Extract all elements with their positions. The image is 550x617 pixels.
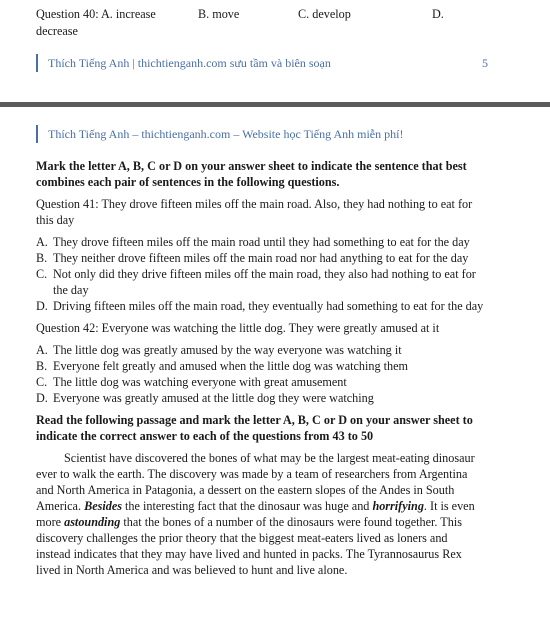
option-text: They drove fifteen miles off the main road until they had something to eat for the day <box>53 235 470 249</box>
option-letter: B. <box>36 359 48 373</box>
page-content <box>36 158 484 578</box>
option-letter: D. <box>36 391 48 405</box>
option-letter: D. <box>36 299 48 313</box>
q41-option-c <box>36 266 484 298</box>
option-text: Everyone felt greatly and amused when the little dog was watching them <box>53 359 409 373</box>
option-letter: A. <box>36 235 48 249</box>
option-letter: C. <box>36 375 48 389</box>
instruction-combine: Mark the letter A, B, C or D on your answer sheet to indicate the sentence that best combines each pair of sentences in the following questions. <box>36 159 467 189</box>
option-text: The little dog was greatly amused by the way everyone was watching it <box>53 343 402 357</box>
keyword-astounding: astounding <box>64 515 121 529</box>
q42-option-a <box>36 342 484 358</box>
q40-option-b: B. move <box>198 7 240 21</box>
option-text: Not only did they drive fifteen miles off the main road, they also had nothing to eat for the day <box>53 267 476 297</box>
q40-option-d: D. <box>432 7 444 21</box>
q41-option-d <box>36 298 484 314</box>
header-text: Thích Tiếng Anh – thichtienganh.com – Website học Tiếng Anh miễn phí! <box>48 127 404 141</box>
q42-option-d <box>36 390 484 406</box>
question-42-options <box>36 342 484 406</box>
page-number: 5 <box>482 56 488 70</box>
q42-option-b <box>36 358 484 374</box>
previous-page-bottom <box>0 0 550 92</box>
question-42-stem: Question 42: Everyone was watching the little dog. They were greatly amused at it <box>36 321 440 335</box>
q40-option-a: Question 40: A. increase <box>36 7 156 21</box>
reading-passage <box>36 450 484 578</box>
option-letter: A. <box>36 343 48 357</box>
passage-text-4: that the bones of a number of the dinosaurs were found together. This discovery challenges the prior theory that the biggest meat-eaters lived as loners and instead indicates that they may have lived and hunted in packs. The Tyrannosaurus Rex lived in North America and was believed to hunt and live alone. <box>36 515 462 577</box>
option-letter: B. <box>36 251 48 265</box>
passage-text-3: . It is even more <box>36 499 475 529</box>
question-41-options <box>36 234 484 314</box>
page-footer <box>36 54 488 72</box>
keyword-besides: Besides <box>84 499 122 513</box>
option-text: Driving fifteen miles off the main road, they eventually had something to eat for the day <box>53 299 484 313</box>
page-separator <box>0 102 550 107</box>
footer-text: Thích Tiếng Anh | thichtienganh.com sưu tầm và biên soạn <box>48 56 331 70</box>
keyword-horrifying: horrifying <box>372 499 424 513</box>
q42-option-c <box>36 374 484 390</box>
q40-option-c: C. develop <box>298 7 351 21</box>
option-text: They neither drove fifteen miles off the main road nor had anything to eat for the day <box>53 251 469 265</box>
option-text: Everyone was greatly amused at the little dog they were watching <box>53 391 374 405</box>
instruction-passage: Read the following passage and mark the letter A, B, C or D on your answer sheet to indicate the correct answer to each of the questions from 43 to 50 <box>36 413 473 443</box>
passage-text-2: the interesting fact that the dinosaur was huge and <box>121 499 373 513</box>
question-41-stem: Question 41: They drove fifteen miles off the main road. Also, they had nothing to eat for this day <box>36 197 473 227</box>
option-text: The little dog was watching everyone with great amusement <box>53 375 347 389</box>
passage-text-1: Scientist have discovered the bones of what may be the largest meat-eating dinosaur ever to walk the earth. The discovery was made by a team of researchers from Argentina and North America in Patagonia, a dessert on the eastern slopes of the Andes in South America. <box>36 451 475 513</box>
q41-option-a <box>36 234 484 250</box>
option-letter: C. <box>36 267 48 281</box>
page-header <box>36 125 403 143</box>
q40-option-d-text: decrease <box>36 24 78 38</box>
question-40 <box>36 6 506 40</box>
q41-option-b <box>36 250 484 266</box>
